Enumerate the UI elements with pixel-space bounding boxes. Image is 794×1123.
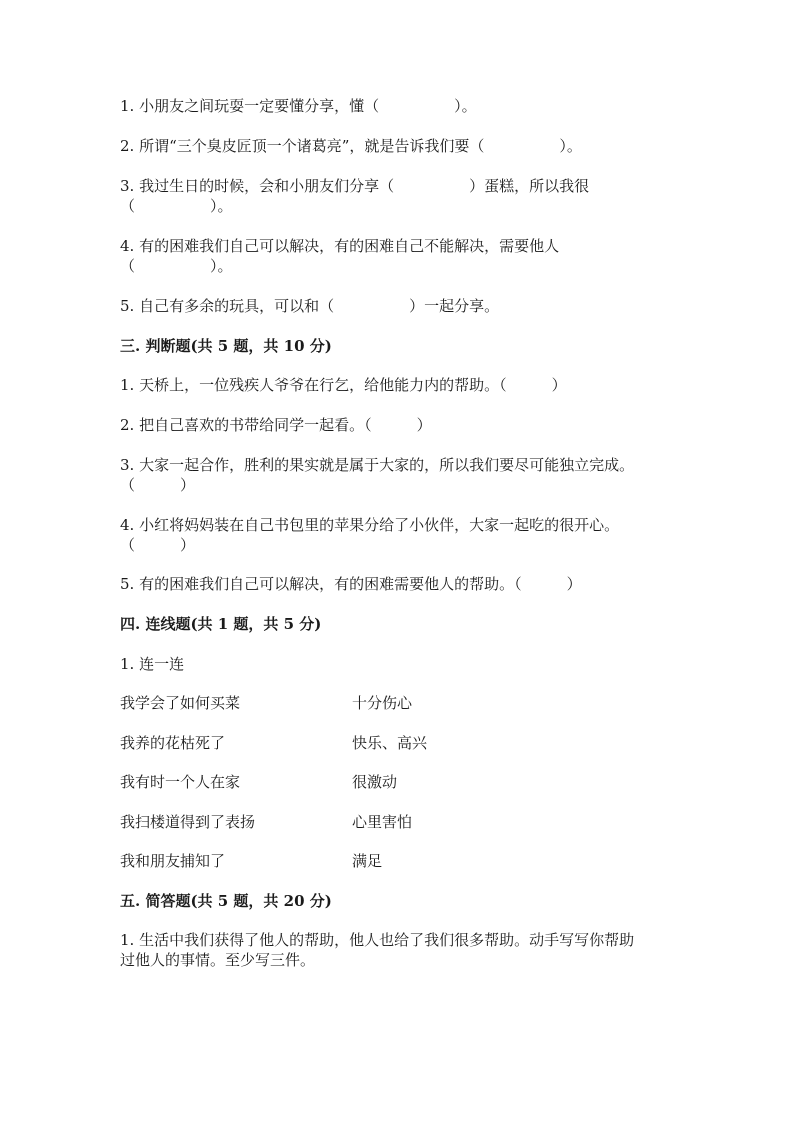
fill-blank-item-1 <box>120 96 477 116</box>
item-number: 3. <box>120 177 135 195</box>
match-left-4: 我扫楼道得到了表扬 <box>120 813 256 831</box>
judge-item-4-continued: （ ） <box>120 536 196 554</box>
short-answer-item-1: 1. 生活中我们获得了他人的帮助，他人也给了我们很多帮助。动手写写你帮助 <box>120 931 635 949</box>
item-number: 4. <box>120 516 135 534</box>
item-text: 天桥上，一位残疾人爷爷在行乞，给他能力内的帮助。（ ） <box>139 376 567 394</box>
judge-item-4 <box>120 515 619 535</box>
match-right-5: 满足 <box>352 852 383 870</box>
judge-item-1 <box>120 375 567 395</box>
item-number: 3. <box>120 456 135 474</box>
item-text: 所谓“三个臭皮匠顶一个诸葛亮”，就是告诉我们要（ ）。 <box>139 137 582 155</box>
item-text: 自己有多余的玩具，可以和（ ）一起分享。 <box>139 297 500 315</box>
match-left-1: 我学会了如何买菜 <box>120 694 241 712</box>
item-number: 2. <box>120 137 135 155</box>
item-text: 大家一起合作，胜利的果实就是属于大家的，所以我们要尽可能独立完成。 <box>139 456 635 474</box>
match-left-2: 我养的花枯死了 <box>120 734 226 752</box>
judge-item-3-continued: （ ） <box>120 476 196 494</box>
match-left-5: 我和朋友捕知了 <box>120 852 226 870</box>
item-number: 2. <box>120 416 135 434</box>
item-number: 5. <box>120 297 135 315</box>
match-right-1: 十分伤心 <box>352 694 413 712</box>
item-text: 把自己喜欢的书带给同学一起看。（ ） <box>139 416 432 434</box>
judge-item-3 <box>120 455 634 475</box>
match-right-4: 心里害怕 <box>352 813 413 831</box>
match-left-3: 我有时一个人在家 <box>120 773 241 791</box>
fill-blank-item-3 <box>120 176 589 196</box>
item-text: 有的困难我们自己可以解决，有的困难需要他人的帮助。（ ） <box>139 575 582 593</box>
item-text: 有的困难我们自己可以解决，有的困难自己不能解决，需要他人 <box>139 237 560 255</box>
section-3-title: 三. 判断题(共 5 题，共 10 分) <box>120 337 332 355</box>
fill-blank-item-3-continued: （ ）。 <box>120 197 233 215</box>
item-number: 1. <box>120 376 135 394</box>
fill-blank-item-2 <box>120 136 582 156</box>
matching-question: 1. 连一连 <box>120 655 185 673</box>
short-answer-item-1-continued: 过他人的事情。至少写三件。 <box>120 951 316 969</box>
item-text: 小红将妈妈装在自己书包里的苹果分给了小伙伴，大家一起吃的很开心。 <box>139 516 620 534</box>
section-4-title: 四. 连线题(共 1 题，共 5 分) <box>120 615 322 633</box>
item-text: 小朋友之间玩耍一定要懂分享，懂（ ）。 <box>139 97 477 115</box>
item-number: 5. <box>120 575 135 593</box>
match-right-3: 很激动 <box>352 773 398 791</box>
match-right-2: 快乐、高兴 <box>352 734 428 752</box>
fill-blank-item-4 <box>120 236 559 256</box>
fill-blank-item-4-continued: （ ）。 <box>120 257 233 275</box>
item-number: 4. <box>120 237 135 255</box>
item-text: 我过生日的时候，会和小朋友们分享（ ）蛋糕，所以我很 <box>139 177 590 195</box>
fill-blank-item-5 <box>120 296 499 316</box>
judge-item-2 <box>120 415 432 435</box>
item-number: 1. <box>120 97 135 115</box>
judge-item-5 <box>120 574 582 594</box>
section-5-title: 五. 简答题(共 5 题，共 20 分) <box>120 892 332 910</box>
